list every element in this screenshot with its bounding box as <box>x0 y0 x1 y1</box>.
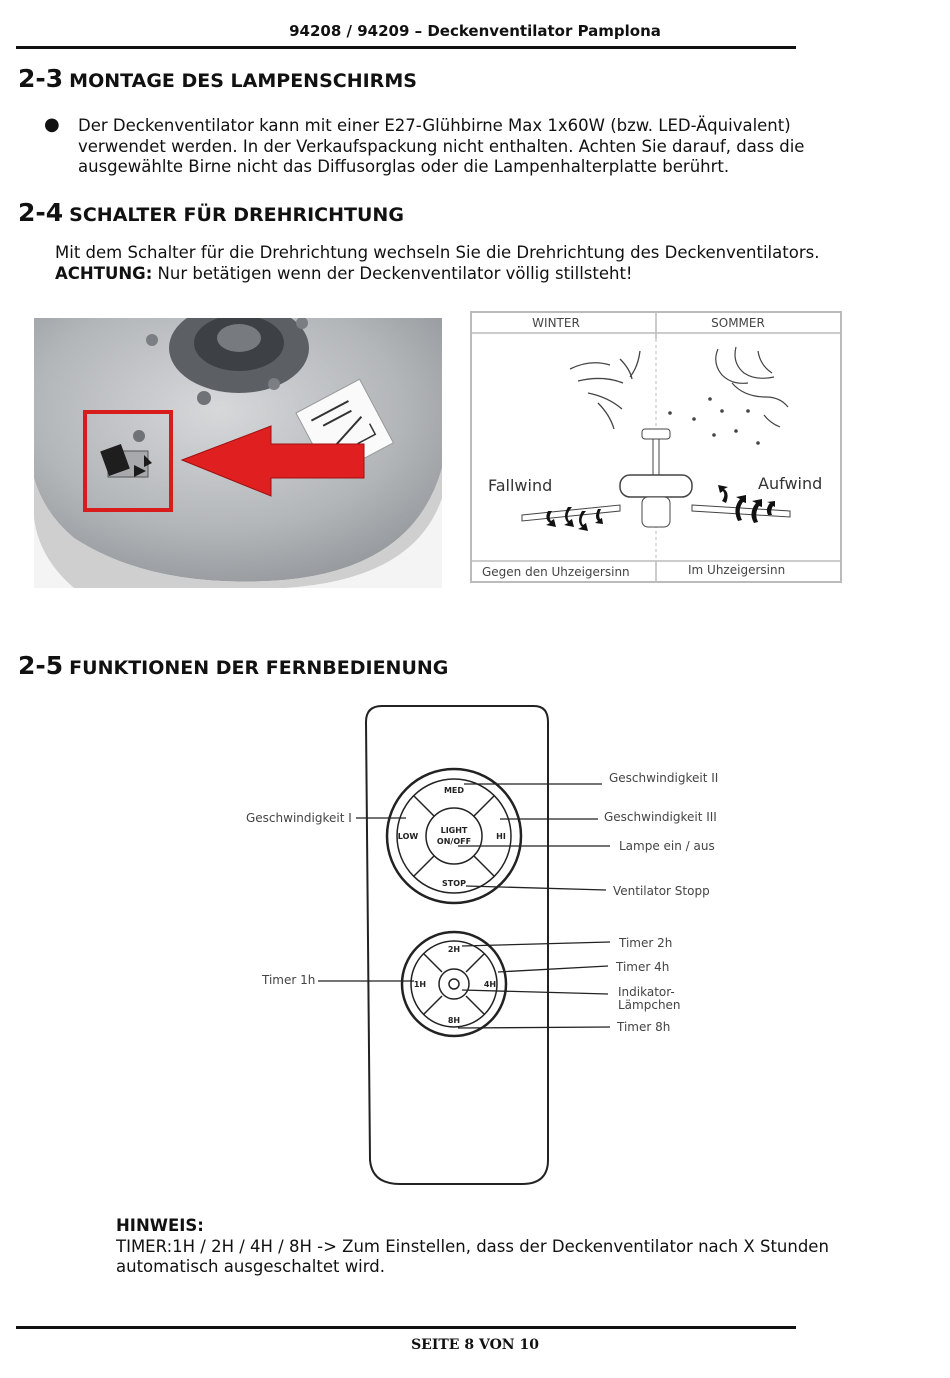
downdraft-label: Fallwind <box>488 476 553 495</box>
screw-icon <box>197 391 211 405</box>
warning-label: ACHTUNG: <box>55 263 153 283</box>
text-line: Mit dem Schalter für die Drehrichtung wechseln Sie die Drehrichtung des Deckenventilators. <box>55 243 820 262</box>
text-line: ausgewählte Birne nicht das Diffusorglas oder die Lampenhalterplatte berührt. <box>78 157 730 176</box>
main-button-cluster <box>387 769 521 903</box>
hi-button-label: HI <box>496 832 506 841</box>
section-2-4-heading <box>18 198 404 227</box>
light-button-label: LIGHT <box>440 826 468 835</box>
direction-switch-photo <box>34 318 442 588</box>
section-2-3-heading <box>18 64 417 93</box>
page-number: SEITE 8 VON 10 <box>411 1337 539 1353</box>
med-button-label: MED <box>443 786 465 795</box>
header-rule <box>16 46 796 49</box>
section-2-4-text <box>55 243 819 284</box>
timer-button-cluster <box>402 932 506 1036</box>
light-button <box>426 808 482 864</box>
warning-line <box>55 264 819 285</box>
document-header-title: 94208 / 94209 – Deckenventilator Pamplona <box>289 22 661 40</box>
summer-label: SOMMER <box>711 316 765 330</box>
warning-text: Nur betätigen wenn der Deckenventilator völlig stillsteht! <box>152 263 633 283</box>
text-line: Der Deckenventilator kann mit einer E27-Glühbirne Max 1x60W (bzw. LED-Äquivalent) <box>78 116 791 135</box>
footer-rule <box>16 1326 796 1329</box>
speed-2-label: Geschwindigkeit II <box>609 771 719 785</box>
counterclockwise-label: Gegen den Uhzeigersinn <box>482 565 630 579</box>
timer-2h-label: Timer 2h <box>619 936 673 950</box>
section-2-3-text <box>78 116 804 178</box>
season-airflow-diagram <box>470 311 842 583</box>
lamp-toggle-label: Lampe ein / aus <box>619 839 715 853</box>
note-line: automatisch ausgeschaltet wird. <box>116 1257 385 1276</box>
section-2-5-heading <box>18 651 448 680</box>
timer-8h-button-label: 8H <box>447 1016 461 1025</box>
section-number: 2-3 <box>18 64 64 93</box>
speed-1-label: Geschwindigkeit I <box>246 811 352 825</box>
updraft-label: Aufwind <box>758 474 823 493</box>
timer-4h-button-label: 4H <box>483 980 497 989</box>
onoff-button-label: ON/OFF <box>436 837 472 846</box>
timer-note <box>116 1216 829 1278</box>
indicator-light-icon <box>449 979 459 989</box>
remote-control-diagram <box>230 700 730 1190</box>
section-title: FUNKTIONEN DER FERNBEDIENUNG <box>69 657 449 679</box>
screw-icon <box>146 334 158 346</box>
text-line: verwendet werden. In der Verkaufspackung nicht enthalten. Achten Sie darauf, dass die <box>78 136 805 156</box>
note-line: TIMER:1H / 2H / 4H / 8H -> Zum Einstellen, dass der Deckenventilator nach X Stunden <box>116 1236 829 1256</box>
stop-button-label: STOP <box>442 879 466 888</box>
section-number: 2-5 <box>18 651 64 680</box>
winter-label: WINTER <box>532 316 580 330</box>
timer-1h-button-label: 1H <box>413 980 427 989</box>
indicator-label-line1: Indikator- <box>618 985 675 999</box>
timer-2h-button-label: 2H <box>447 945 461 954</box>
clockwise-label: Im Uhzeigersinn <box>688 563 786 577</box>
timer-1h-label: Timer 1h <box>262 973 316 987</box>
timer-8h-label: Timer 8h <box>617 1020 671 1034</box>
timer-4h-label: Timer 4h <box>616 960 670 974</box>
section-title: MONTAGE DES LAMPENSCHIRMS <box>69 70 417 92</box>
bullet-icon: ● <box>44 114 60 135</box>
low-button-label: LOW <box>397 832 419 841</box>
fan-stop-label: Ventilator Stopp <box>613 884 710 898</box>
screw-icon <box>133 430 145 442</box>
section-number: 2-4 <box>18 198 64 227</box>
screw-icon <box>268 378 280 390</box>
note-label: HINWEIS: <box>116 1216 204 1235</box>
speed-3-label: Geschwindigkeit III <box>604 810 717 824</box>
section-title: SCHALTER FÜR DREHRICHTUNG <box>69 204 404 226</box>
indicator-label-line2: Lämpchen <box>618 998 681 1012</box>
